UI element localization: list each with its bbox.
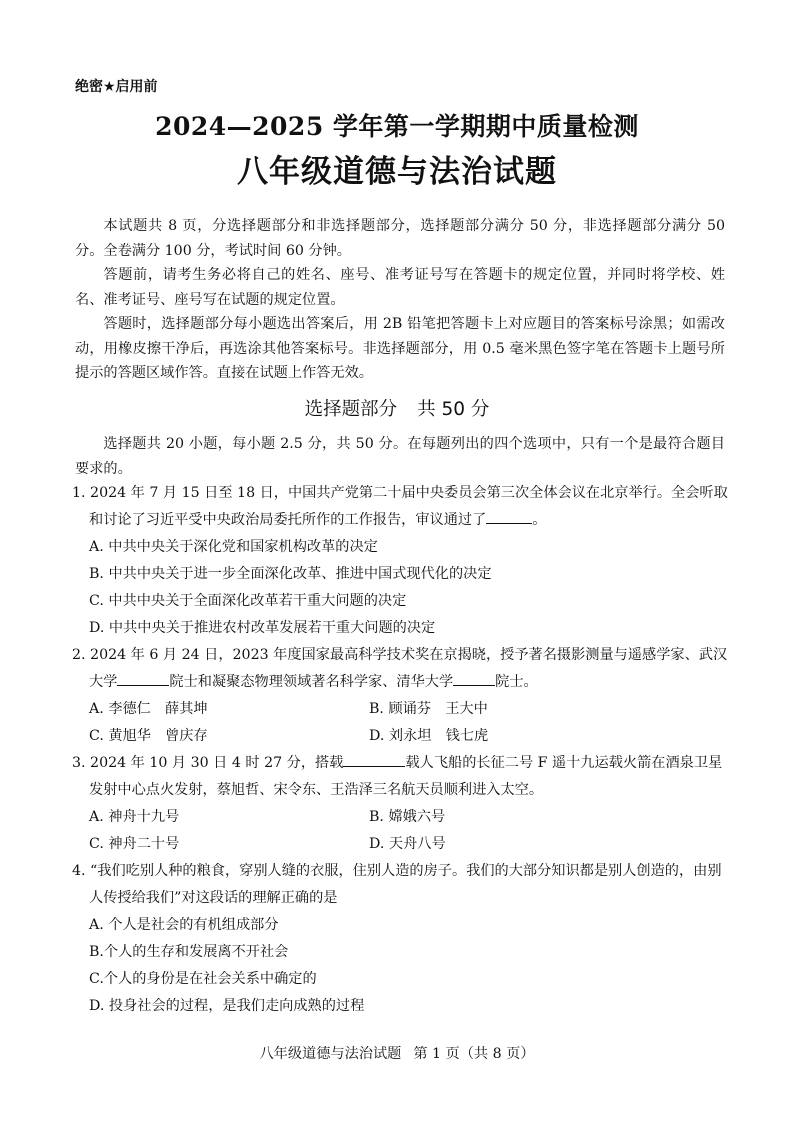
question-3 (72, 750, 732, 858)
option-b: B. 中共中央关于进一步全面深化改革、推进中国式现代化的决定 (89, 566, 492, 582)
question-stem: 2. 2024 年 6 月 24 日，2023 年度国家最高科学技术奖在京揭晓，授予著名摄影测量与遥感学家、武汉大学 院士和凝聚态物理领域著名科学家、清华大学 院士。 (72, 647, 728, 690)
option-row (72, 696, 732, 723)
section-title: 选择题部分 (304, 399, 398, 420)
page-number: 第 1 页（共 8 页） (413, 1046, 535, 1062)
option-a: A. 李德仁 薛其坤 (89, 701, 208, 717)
option-d: D. 刘永坦 钱七虎 (369, 728, 489, 744)
option-b: B. 顾诵芬 王大中 (369, 701, 488, 717)
question-1 (72, 480, 732, 642)
option-d: D. 投身社会的过程，是我们走向成熟的过程 (89, 998, 365, 1014)
question-4 (72, 858, 732, 1020)
option-c: C. 神舟二十号 (89, 836, 180, 852)
exam-instructions (75, 214, 725, 386)
option-c: C. 中共中央关于全面深化改革若干重大问题的决定 (89, 593, 407, 609)
answer-blank (486, 509, 532, 524)
option-row (72, 723, 732, 750)
option-b: B.个人的生存和发展离不开社会 (89, 944, 289, 960)
option-a: A. 神舟十九号 (89, 809, 180, 825)
question-stem: 3. 2024 年 10 月 30 日 4 时 27 分，搭载 载人飞船的长征二号 F 遥十九运载火箭在酒泉卫星发射中心点火发射，蔡旭哲、宋令东、王浩泽三名航天员顺利进入太空。 (72, 750, 732, 804)
section-heading (0, 395, 794, 421)
answer-blank (343, 752, 405, 767)
page-footer (0, 1043, 794, 1063)
instruction-paragraph: 答题前，请考生务必将自己的姓名、座号、准考证号写在答题卡的规定位置，并同时将学校、姓名、准考证号、座号写在试题的规定位置。 (75, 267, 725, 308)
option-c: C. 黄旭华 曾庆存 (89, 728, 208, 744)
footer-subject: 八年级道德与法治试题 (259, 1046, 402, 1062)
question-stem: 4. “我们吃别人种的粮食，穿别人缝的衣服，住别人造的房子。我们的大部分知识都是别人创造的，由别人传授给我们”对这段话的理解正确的是 (72, 863, 722, 906)
option-row (72, 804, 732, 831)
instruction-paragraph: 答题时，选择题部分每小题选出答案后，用 2B 铅笔把答题卡上对应题目的答案标号涂黑；如需改动，用橡皮擦干净后，再选涂其他答案标号。非选择题部分，用 0.5 毫米黑色签字笔在答题卡上题号所提示的答题区域作答。直接在试题上作答无效。 (75, 316, 725, 381)
option-a: A. 中共中央关于深化党和国家机构改革的决定 (89, 539, 378, 555)
instruction-paragraph: 本试题共 8 页，分选择题部分和非选择题部分，选择题部分满分 50 分，非选择题部分满分 50 分。全卷满分 100 分，考试时间 60 分钟。 (75, 218, 725, 259)
exam-title: 2024—2025 学年第一学期期中质量检测 (155, 112, 639, 141)
question-2 (72, 642, 732, 750)
confidential-label: 绝密★启用前 (75, 79, 158, 95)
question-list (72, 480, 732, 1020)
answer-blank (453, 671, 495, 686)
section-score: 共 50 分 (417, 399, 490, 420)
answer-blank (117, 671, 169, 686)
option-row (72, 831, 732, 858)
question-stem: 1. 2024 年 7 月 15 日至 18 日，中国共产党第二十届中央委员会第三次全体会议在北京举行。全会听取和讨论了习近平受中央政治局委托所作的工作报告，审议通过了 。 (72, 485, 728, 528)
option-a: A. 个人是社会的有机组成部分 (89, 917, 279, 933)
section-instructions: 选择题共 20 小题，每小题 2.5 分，共 50 分。在每题列出的四个选项中，只有一个是最符合题目要求的。 (75, 436, 725, 477)
option-b: B. 嫦娥六号 (369, 809, 446, 825)
exam-subject-title: 八年级道德与法治试题 (237, 154, 557, 190)
option-d: D. 中共中央关于推进农村改革发展若干重大问题的决定 (89, 620, 436, 636)
option-d: D. 天舟八号 (369, 836, 446, 852)
option-c: C.个人的身份是在社会关系中确定的 (89, 971, 317, 987)
